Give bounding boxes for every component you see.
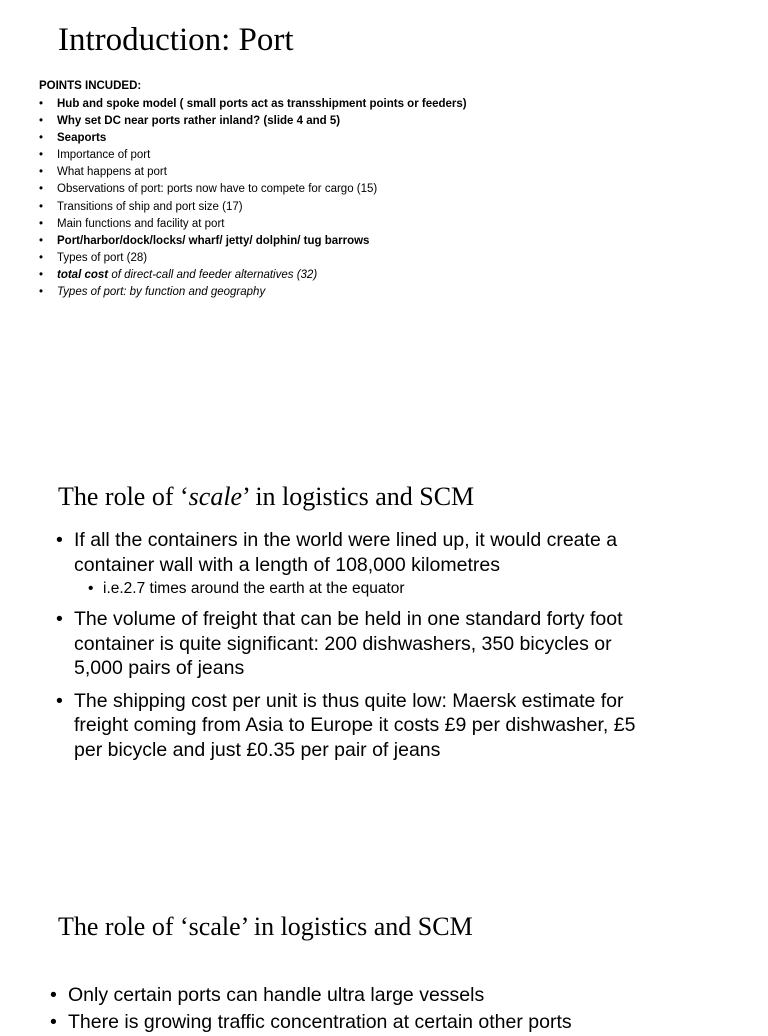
points-heading: POINTS INCUDED:	[39, 80, 142, 92]
list-item-text: Types of port (28)	[57, 251, 148, 264]
bullet-text: The shipping cost per unit is thus quite low: Maersk estimate for freight coming from Asia to Europe it costs £9 per dishwasher, £5 per bicycle and just £0.35 per pair of jeans	[74, 689, 636, 761]
title-prefix: The role of ‘	[58, 482, 189, 511]
list-item-text: Types of port: by function and geography	[57, 286, 266, 299]
list-item	[39, 216, 467, 233]
sub-bullet-list	[74, 579, 656, 599]
slide-introduction-port	[0, 0, 768, 330]
list-item-text: Observations of port: ports now have to compete for cargo (15)	[57, 183, 378, 196]
list-item-text: Hub and spoke model ( small ports act as transshipment points or feeders)	[57, 98, 467, 110]
list-item-text: Port/harbor/dock/locks/ wharf/ jetty/ dolphin/ tug barrows	[57, 234, 370, 247]
slide-title: Introduction: Port	[58, 22, 294, 58]
title-suffix: ’ in logistics and SCM	[242, 482, 475, 511]
slide-role-of-scale-continued	[0, 900, 768, 1033]
bullet-text: There is growing traffic concentration at certain other ports	[68, 1011, 572, 1033]
bullet-list	[56, 528, 656, 770]
slide-role-of-scale	[0, 470, 768, 790]
bullet-text: Only certain ports can handle ultra large vessels	[68, 984, 485, 1006]
list-item	[39, 164, 467, 181]
list-item	[39, 130, 467, 147]
list-item	[39, 113, 467, 130]
list-item	[39, 199, 467, 216]
slide-title	[58, 482, 474, 512]
bullet-item	[56, 689, 656, 763]
list-item	[39, 181, 467, 198]
list-item	[39, 233, 467, 250]
list-item-text: What happens at port	[57, 166, 167, 179]
bullet-list	[50, 982, 710, 1036]
list-item-text: Transitions of ship and port size (17)	[57, 200, 243, 213]
title-emphasis: scale	[188, 482, 243, 511]
bullet-item	[50, 982, 710, 1009]
list-item	[39, 250, 467, 267]
list-item-text: of direct-call and feeder alternatives (32)	[108, 268, 318, 281]
list-item-text: Importance of port	[57, 149, 151, 162]
list-item	[39, 284, 467, 301]
list-item	[39, 147, 467, 164]
sub-bullet-item: • i.e.2.7 times around the earth at the equator	[88, 579, 656, 599]
list-item-lead: total cost	[57, 268, 109, 281]
list-item-text: Why set DC near ports rather inland? (slide 4 and 5)	[57, 115, 341, 128]
bullet-text: If all the containers in the world were lined up, it would create a container wall with a length of 108,000 kilometres	[74, 529, 618, 576]
list-item	[39, 267, 467, 284]
bullet-item	[56, 607, 656, 681]
bullet-item	[56, 528, 656, 599]
bullet-item	[50, 1009, 710, 1036]
slide-title: The role of ‘scale’ in logistics and SCM	[58, 912, 473, 941]
bullet-text: The volume of freight that can be held in one standard forty foot container is quite significant: 200 dishwashers, 350 bicycles or 5,000 pairs of jeans	[74, 608, 623, 679]
points-list	[39, 96, 467, 301]
list-item	[39, 96, 467, 113]
list-item-text: Main functions and facility at port	[57, 217, 225, 230]
list-item-text: Seaports	[57, 132, 107, 145]
